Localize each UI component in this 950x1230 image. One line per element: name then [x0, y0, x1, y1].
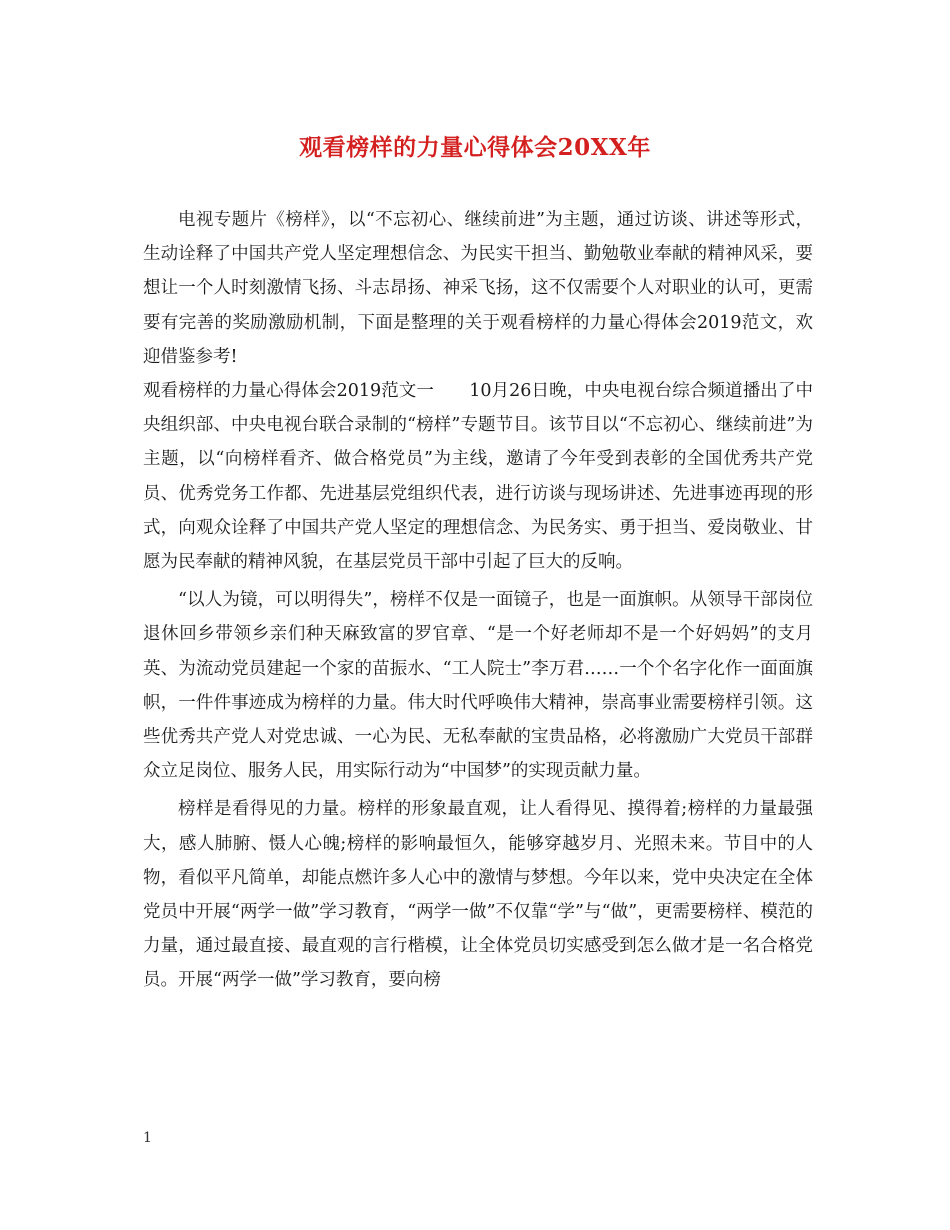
page-number: 1 — [143, 1130, 152, 1146]
paragraph-mirror-banner: “以人为镜，可以明得失”，榜样不仅是一面镜子，也是一面旗帜。从领导干部岗位退休回乡带领乡亲们种天麻致富的罗官章、“是一个好老师却不是一个好妈妈”的支月英、为流动党员建起一个家的苗振水、“工人院士”李万君……一个个名字化作一面面旗帜，一件件事迹成为榜样的力量。伟大时代呼唤伟大精神，崇高事业需要榜样引领。这些优秀共产党人对党忠诚、一心为民、无私奉献的宝贵品格，必将激励广大党员干部群众立足岗位、服务人民，用实际行动为“中国梦”的实现贡献力量。 — [143, 590, 813, 782]
paragraph-intro: 电视专题片《榜样》，以“不忘初心、继续前进”为主题，通过访谈、讲述等形式，生动诠释了中国共产党人坚定理想信念、为民实干担当、勤勉敬业奉献的精神风采，要想让一个人时刻激情飞扬、斗志昂扬、神采飞扬，这不仅需要个人对职业的认可，更需要有完善的奖励激励机制，下面是整理的关于观看榜样的力量心得体会2019范文，欢迎借鉴参考! — [143, 210, 813, 367]
document-body — [143, 203, 813, 998]
document-title: 观看榜样的力量心得体会20XX年 — [299, 134, 651, 161]
paragraph-essay-one: 观看榜样的力量心得体会2019范文一 10月26日晚，中央电视台综合频道播出了中央组织部、中央电视台联合录制的“榜样”专题节目。该节目以“不忘初心、继续前进”为主题，以“向榜样看齐、做合格党员”为主线，邀请了今年受到表彰的全国优秀共产党员、优秀党务工作都、先进基层党组织代表，进行访谈与现场讲述、先进事迹再现的形式，向观众诠释了中国共产党人坚定的理想信念、为民务实、勇于担当、爱岗敬业、甘愿为民奉献的精神风貌，在基层党员干部中引起了巨大的反响。 — [143, 381, 813, 573]
paragraph-visible-power: 榜样是看得见的力量。榜样的形象最直观，让人看得见、摸得着;榜样的力量最强大，感人肺腑、慑人心魄;榜样的影响最恒久，能够穿越岁月、光照未来。节目中的人物，看似平凡简单，却能点燃许多人心中的激情与梦想。今年以来，党中央决定在全体党员中开展“两学一做”学习教育，“两学一做”不仅靠“学”与“做”，更需要榜样、模范的力量，通过最直接、最直观的言行楷模，让全体党员切实感受到怎么做才是一名合格党员。开展“两学一做”学习教育，要向榜 — [143, 799, 813, 991]
